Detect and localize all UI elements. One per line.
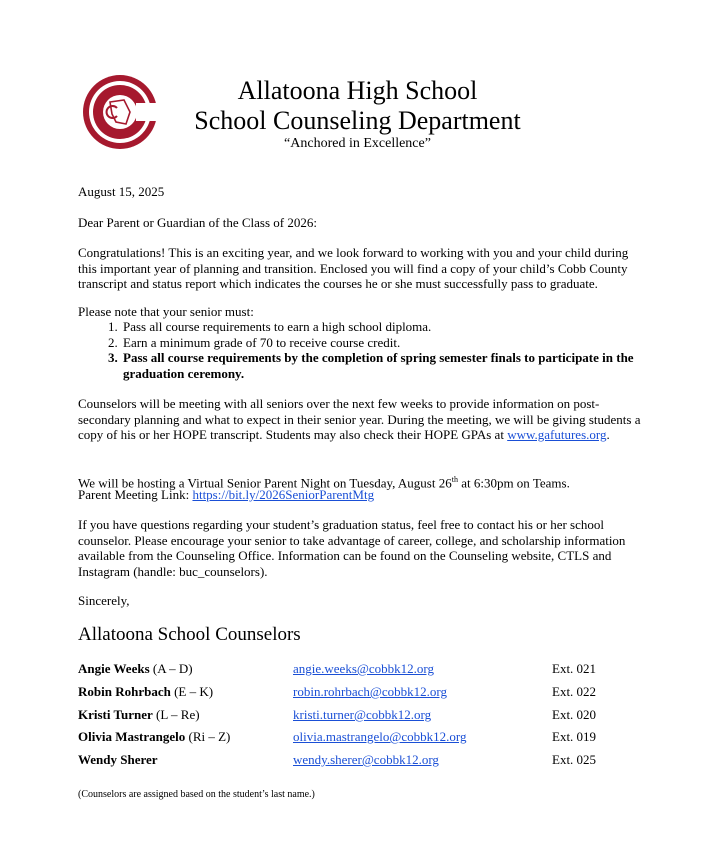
parent-night-sup: th [451, 475, 458, 484]
counselor-extension: Ext. 021 [552, 661, 597, 676]
counselor-email-link[interactable]: angie.weeks@cobbk12.org [293, 661, 434, 676]
counselor-email-link[interactable]: wendy.sherer@cobbk12.org [293, 752, 439, 767]
counselor-row [78, 706, 638, 723]
counselor-name: Robin Rohrbach (E – K) [78, 684, 214, 699]
intro-paragraph: Congratulations! This is an exciting year, and we look forward to working with you and your child during this important year of planning and transition. Enclosed you will find a copy of your child’s Cobb County transcript and status report which indicates the courses he or she must successfully pass to graduate. [78, 245, 629, 291]
school-name: Allatoona High School [237, 76, 478, 105]
salutation: Dear Parent or Guardian of the Class of 2026: [78, 215, 317, 230]
letter-date: August 15, 2025 [78, 184, 165, 199]
counselor-extension: Ext. 022 [552, 684, 597, 699]
requirement-item: 1. Pass all course requirements to earn a high school diploma. [121, 319, 681, 335]
parent-link-label: Parent Meeting Link: [78, 487, 193, 502]
requirements-list [78, 319, 681, 381]
counselor-name: Wendy Sherer [78, 752, 158, 767]
counselors-title: Allatoona School Counselors [78, 624, 301, 645]
school-logo-icon [80, 72, 160, 152]
counselor-row [78, 660, 638, 677]
counselor-name: Kristi Turner (L – Re) [78, 707, 200, 722]
footnote: (Counselors are assigned based on the student’s last name.) [78, 789, 315, 800]
counselor-email-link[interactable]: robin.rohrbach@cobbk12.org [293, 684, 447, 699]
gafutures-link[interactable]: www.gafutures.org [507, 427, 607, 442]
counselor-row [78, 728, 638, 745]
counselor-email-link[interactable]: olivia.mastrangelo@cobbk12.org [293, 729, 467, 744]
requirement-item: 2. Earn a minimum grade of 70 to receive course credit. [121, 335, 681, 351]
parent-night-text: We will be hosting a Virtual Senior Parent Night on Tuesday, August 26 [78, 475, 452, 491]
requirements-lead: Please note that your senior must: [78, 304, 254, 319]
counselor-extension: Ext. 019 [552, 729, 597, 744]
counselor-email-link[interactable]: kristi.turner@cobbk12.org [293, 707, 432, 722]
counselor-row [78, 683, 638, 700]
counselor-name: Olivia Mastrangelo (Ri – Z) [78, 729, 231, 744]
parent-link-line [78, 487, 643, 503]
counselor-extension: Ext. 020 [552, 707, 597, 722]
questions-paragraph: If you have questions regarding your student’s graduation status, feel free to contact his or her school counselor. Please encourage your senior to take advantage of career, college, and scholarship information available from the Counseling Office. Information can be found on the Counseling website, CTLS and Instagram (handle: buc_counselors). [78, 517, 626, 579]
meeting-paragraph [78, 396, 643, 443]
meeting-text: Counselors will be meeting with all seniors over the next few weeks to provide information on post-secondary planning and what to expect in their senior year. During the meeting, we will be giving students a copy of his or her HOPE transcript. Students may also check their HOPE GPAs at [78, 396, 641, 442]
counselor-extension: Ext. 025 [552, 752, 597, 767]
closing: Sincerely, [78, 593, 130, 608]
counselor-row [78, 751, 638, 768]
meeting-text-end: . [606, 427, 610, 442]
motto: “Anchored in Excellence” [284, 136, 431, 151]
requirement-item: 3. Pass all course requirements by the completion of spring semester finals to participate in the graduation ceremony. [121, 350, 681, 381]
counselor-name: Angie Weeks (A – D) [78, 661, 193, 676]
department-name: School Counseling Department [194, 106, 521, 135]
parent-meeting-link[interactable]: https://bit.ly/2026SeniorParentMtg [192, 487, 375, 502]
parent-night-text-end: at 6:30pm on Teams. [457, 475, 570, 491]
